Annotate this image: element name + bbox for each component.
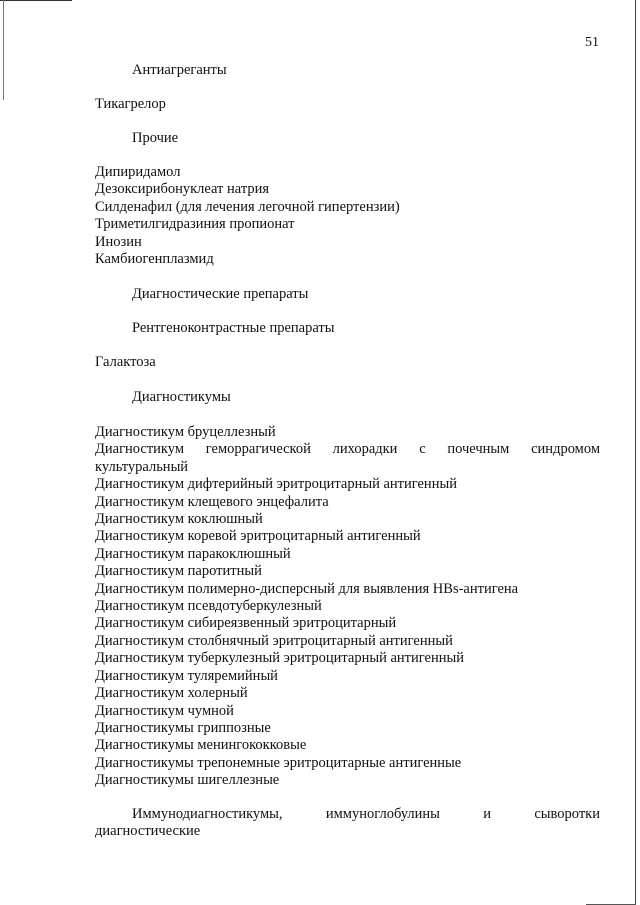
list-item: Диагностикумы гриппозные [95,719,271,736]
list-item: Диагностикумы трепонемные эритроцитарные антигенные [95,754,462,771]
list-item: Диагностикум коревой эритроцитарный антигенный [95,528,421,545]
list-item: Диагностикум сибиреязвенный эритроцитарный [95,615,397,632]
list-item: Диагностикум коклюшный [95,511,263,528]
list-item: Камбиогенплазмид [95,251,214,268]
list-item: Галактоза [95,354,156,370]
list-item: Диагностикум туберкулезный эритроцитарный антигенный [95,650,464,667]
list-item: Диагностикум паротитный [95,563,262,580]
antiaggregants-list [95,96,600,113]
diagnostic-heading: Диагностические препараты [132,286,309,302]
list-item: Диагностикум столбнячный эритроцитарный антигенный [95,632,453,649]
immuno-heading-line2: диагностические [95,823,201,840]
immuno-heading-line1: Иммунодиагностикумы, иммуноглобулины и сыворотки [132,806,600,822]
list-item: Диагностикум холерный [95,685,248,702]
list-item: Диагностикумы шигеллезные [95,772,280,789]
page-number: 51 [585,35,599,50]
immuno-heading [95,806,600,841]
list-item: Инозин [95,233,142,250]
list-item: Диагностикум полимерно-дисперсный для выявления HBs-антигена [95,580,519,597]
list-item: Диагностикум бруцеллезный [95,424,276,440]
list-item: Тикагрелор [95,96,166,112]
list-item: Дипиридамол [95,164,181,180]
diagnosticums-list [95,424,600,790]
list-item-continuation: культуральный [95,458,189,475]
list-item: Триметилгидразиния пропионат [95,216,295,233]
list-item: Диагностикумы менингококковые [95,737,307,754]
antiaggregants-heading: Антиагреганты [132,62,227,78]
diagnosticums-heading: Диагностикумы [132,389,231,405]
radiocontrast-list [95,354,600,371]
list-item: Диагностикум паракоклюшный [95,545,291,562]
list-item: Диагностикум псевдотуберкулезный [95,598,322,615]
radiocontrast-heading: Рентгеноконтрастные препараты [132,320,335,336]
list-item: Диагностикум туляремийный [95,667,278,684]
scan-artifact-top [0,0,72,1]
list-item: Дезоксирибонуклеат натрия [95,181,270,198]
list-item-wrapped-line: Диагностикум геморрагической лихорадки с почечным синдромом [95,441,600,458]
other-heading: Прочие [132,130,179,146]
list-item: Диагностикум чумной [95,702,234,719]
other-list [95,164,600,268]
list-item: Диагностикум клещевого энцефалита [95,493,329,510]
scan-artifact-left [3,0,4,100]
list-item: Диагностикум дифтерийный эритроцитарный антигенный [95,476,457,493]
list-item: Силденафил (для лечения легочной гипертензии) [95,198,400,215]
